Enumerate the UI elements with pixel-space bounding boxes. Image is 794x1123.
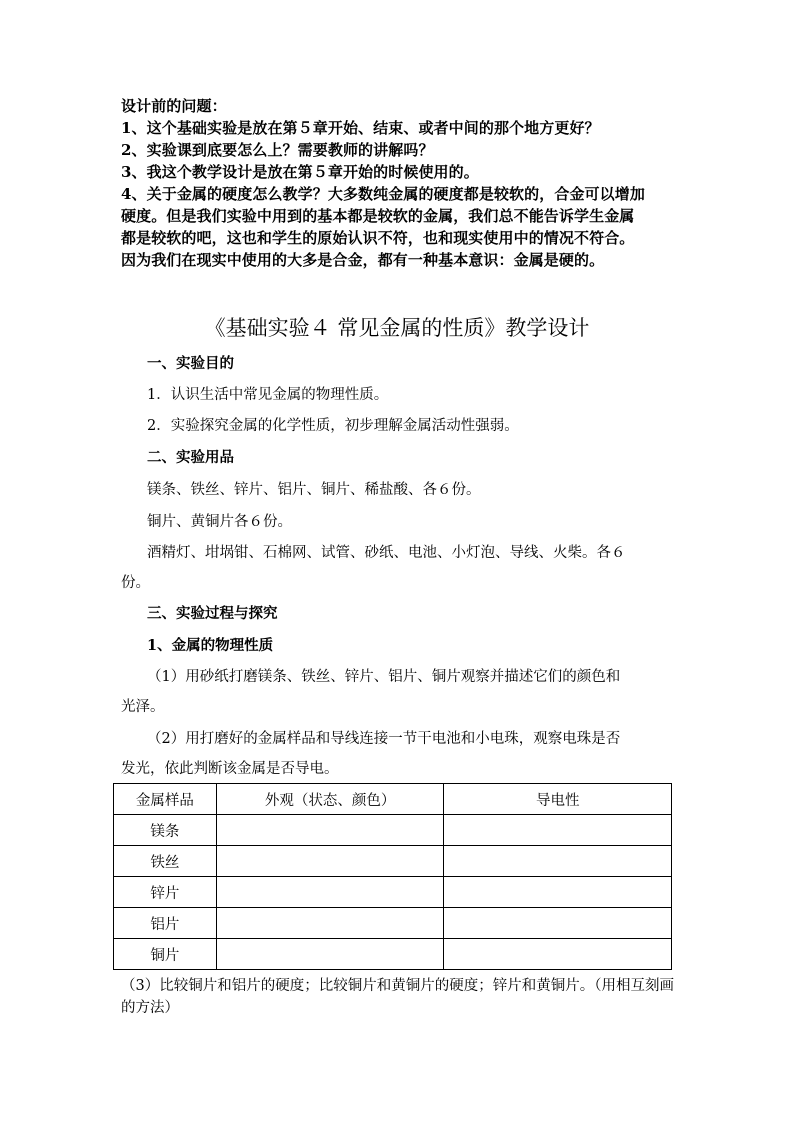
table-row bbox=[114, 877, 672, 908]
appearance-cell bbox=[216, 939, 444, 970]
hardness-note: （3）比较铜片和铝片的硬度；比较铜片和黄铜片的硬度；锌片和黄铜片。（用相互刻画的方法） bbox=[121, 978, 674, 1016]
table-row bbox=[114, 815, 672, 846]
metal-sample-cell: 铁丝 bbox=[114, 846, 217, 877]
objective-item: 1．认识生活中常见金属的物理性质。 bbox=[147, 387, 389, 403]
metal-properties-table bbox=[113, 783, 672, 970]
table-header-cell: 外观（状态、颜色） bbox=[216, 784, 444, 815]
preface-line: 都是较软的吧，这也和学生的原始认识不符，也和现实使用中的情况不符合。 bbox=[121, 229, 635, 247]
section-heading-process: 三、实验过程与探究 bbox=[147, 605, 278, 622]
appearance-cell bbox=[216, 846, 444, 877]
step-text-wrap: 发光，依此判断该金属是否导电。 bbox=[121, 761, 339, 777]
conductivity-cell bbox=[444, 846, 672, 877]
table-row bbox=[114, 939, 672, 970]
materials-line: 镁条、铁丝、锌片、铝片、铜片、稀盐酸、各６份。 bbox=[147, 482, 481, 498]
table-header-cell: 导电性 bbox=[444, 784, 672, 815]
subsection-heading: 1、金属的物理性质 bbox=[147, 637, 274, 654]
conductivity-cell bbox=[444, 939, 672, 970]
preface-line: 因为我们在现实中使用的大多是合金，都有一种基本意识：金属是硬的。 bbox=[121, 251, 605, 269]
section-heading-objectives: 一、实验目的 bbox=[147, 355, 234, 372]
appearance-cell bbox=[216, 877, 444, 908]
preface-line: 4、关于金属的硬度怎么教学？大多数纯金属的硬度都是较软的，合金可以增加 bbox=[121, 185, 645, 203]
table-header-row bbox=[114, 784, 672, 815]
metal-sample-cell: 铜片 bbox=[114, 939, 217, 970]
appearance-cell bbox=[216, 815, 444, 846]
preface-heading: 设计前的问题： bbox=[121, 97, 227, 115]
document-title: 《基础实验４ 常见金属的性质》教学设计 bbox=[204, 316, 590, 340]
conductivity-cell bbox=[444, 815, 672, 846]
materials-line: 酒精灯、坩埚钳、石棉网、试管、砂纸、电池、小灯泡、导线、火柴。各６ bbox=[147, 545, 626, 561]
conductivity-cell bbox=[444, 908, 672, 939]
step-text-wrap: 光泽。 bbox=[121, 699, 165, 715]
materials-line: 铜片、黄铜片各６份。 bbox=[147, 514, 292, 530]
objective-item: 2．实验探究金属的化学性质，初步理解金属活动性强弱。 bbox=[147, 418, 519, 434]
appearance-cell bbox=[216, 908, 444, 939]
materials-line-wrap: 份。 bbox=[121, 575, 150, 591]
metal-sample-cell: 铝片 bbox=[114, 908, 217, 939]
metal-sample-cell: 镁条 bbox=[114, 815, 217, 846]
preface-line: 2、实验课到底要怎么上？需要教师的讲解吗？ bbox=[121, 141, 434, 159]
section-heading-materials: 二、实验用品 bbox=[147, 449, 234, 466]
table-header-cell: 金属样品 bbox=[114, 784, 217, 815]
table-row bbox=[114, 908, 672, 939]
conductivity-cell bbox=[444, 877, 672, 908]
step-text: （1）用砂纸打磨镁条、铁丝、锌片、铝片、铜片观察并描述它们的颜色和 bbox=[147, 669, 621, 685]
preface-questions bbox=[121, 95, 681, 271]
table-row bbox=[114, 846, 672, 877]
preface-line: 1、这个基础实验是放在第５章开始、结束、或者中间的那个地方更好？ bbox=[121, 119, 600, 137]
step-text: （2）用打磨好的金属样品和导线连接一节干电池和小电珠，观察电珠是否 bbox=[147, 731, 621, 747]
metal-sample-cell: 锌片 bbox=[114, 877, 217, 908]
preface-line: 硬度。但是我们实验中用到的基本都是较软的金属，我们总不能告诉学生金属 bbox=[121, 207, 635, 225]
preface-line: 3、我这个教学设计是放在第５章开始的时候使用的。 bbox=[121, 163, 479, 181]
